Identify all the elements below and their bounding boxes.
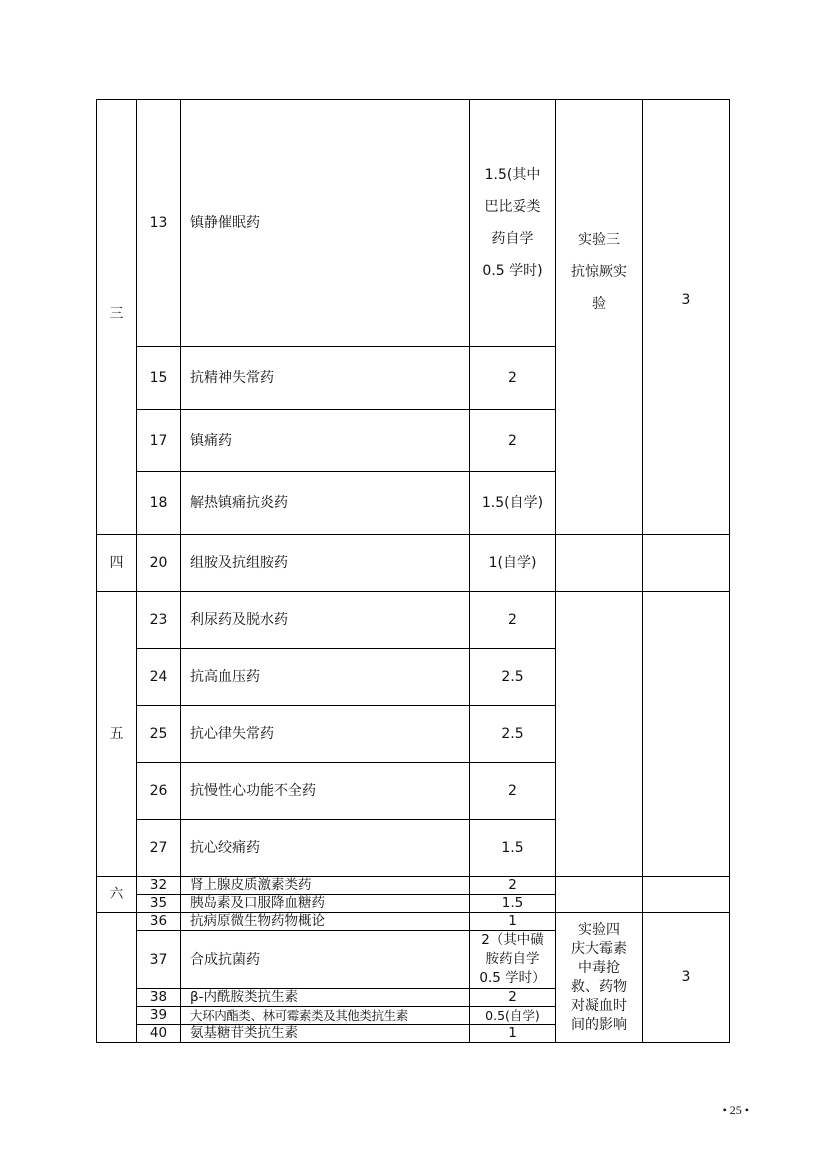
lesson-hours: 2.5 — [470, 706, 556, 763]
experiment-line: 实验三 — [578, 232, 620, 248]
lesson-number: 24 — [137, 649, 181, 706]
lesson-name: 大环内酯类、林可霉素类及其他类抗生素 — [181, 1007, 470, 1025]
lesson-name: 抗心律失常药 — [181, 706, 470, 763]
lesson-number: 27 — [137, 820, 181, 877]
lesson-number: 18 — [137, 472, 181, 535]
lesson-hours — [470, 100, 556, 347]
experiment-hours — [643, 877, 730, 913]
lesson-number: 26 — [137, 763, 181, 820]
lesson-name: 镇痛药 — [181, 409, 470, 472]
experiment-hours: 3 — [643, 913, 730, 1043]
lesson-name: 氨基糖苷类抗生素 — [181, 1025, 470, 1043]
lesson-name: 抗心绞痛药 — [181, 820, 470, 877]
experiment-line: 抗惊厥实 — [571, 264, 627, 280]
lesson-name: 抗精神失常药 — [181, 347, 470, 410]
chapter-cell: 四 — [97, 535, 137, 592]
lesson-name: 抗病原微生物药物概论 — [181, 913, 470, 931]
hours-line: 0.5 学时） — [479, 970, 546, 986]
lesson-name: β-内酰胺类抗生素 — [181, 989, 470, 1007]
experiment-cell — [556, 877, 643, 913]
lesson-number: 40 — [137, 1025, 181, 1043]
experiment-line: 庆大霉素 — [571, 940, 627, 957]
hours-line: 0.5 学时) — [482, 263, 543, 280]
table-row — [97, 592, 730, 649]
lesson-hours: 2 — [470, 592, 556, 649]
lesson-name: 镇静催眠药 — [181, 100, 470, 347]
lesson-hours: 1.5(自学) — [470, 472, 556, 535]
lesson-hours: 1.5 — [470, 895, 556, 913]
lesson-name: 抗慢性心功能不全药 — [181, 763, 470, 820]
lesson-name: 组胺及抗组胺药 — [181, 535, 470, 592]
lesson-name: 胰岛素及口服降血糖药 — [181, 895, 470, 913]
table-row — [97, 877, 730, 895]
experiment-cell — [556, 913, 643, 1043]
lesson-hours — [470, 931, 556, 989]
lesson-hours: 2 — [470, 347, 556, 410]
lesson-number: 25 — [137, 706, 181, 763]
chapter-cell: 五 — [97, 592, 137, 877]
lesson-hours: 2 — [470, 877, 556, 895]
lesson-number: 20 — [137, 535, 181, 592]
experiment-cell — [556, 100, 643, 535]
lesson-number: 23 — [137, 592, 181, 649]
lesson-hours: 1.5 — [470, 820, 556, 877]
table-row — [97, 913, 730, 931]
hours-line: 1.5(其中 — [484, 167, 541, 184]
lesson-name: 抗高血压药 — [181, 649, 470, 706]
experiment-cell — [556, 535, 643, 592]
schedule-table — [96, 99, 730, 1043]
hours-line: 2（其中磺 — [481, 932, 544, 948]
chapter-cell: 三 — [97, 100, 137, 535]
lesson-hours: 2 — [470, 409, 556, 472]
lesson-name: 合成抗菌药 — [181, 931, 470, 989]
lesson-number: 38 — [137, 989, 181, 1007]
experiment-line: 中毒抢 — [578, 959, 620, 976]
hours-line: 药自学 — [491, 231, 534, 248]
lesson-name: 肾上腺皮质激素类药 — [181, 877, 470, 895]
lesson-hours: 1 — [470, 913, 556, 931]
chapter-cell: 六 — [97, 877, 137, 913]
lesson-name: 利尿药及脱水药 — [181, 592, 470, 649]
experiment-line: 对凝血时 — [571, 997, 627, 1014]
experiment-hours: 3 — [643, 100, 730, 535]
lesson-hours: 2 — [470, 989, 556, 1007]
lesson-number: 36 — [137, 913, 181, 931]
table-row — [97, 100, 730, 347]
lesson-number: 35 — [137, 895, 181, 913]
lesson-hours: 0.5(自学) — [470, 1007, 556, 1025]
page-number: • 25 • — [722, 1103, 749, 1117]
experiment-line: 救、药物 — [571, 978, 627, 995]
hours-line: 胺药自学 — [485, 951, 540, 967]
lesson-hours: 1(自学) — [470, 535, 556, 592]
experiment-hours — [643, 535, 730, 592]
lesson-hours: 2 — [470, 763, 556, 820]
experiment-line: 实验四 — [578, 921, 620, 938]
lesson-name: 解热镇痛抗炎药 — [181, 472, 470, 535]
experiment-line: 间的影响 — [571, 1016, 627, 1033]
experiment-hours — [643, 592, 730, 877]
lesson-number: 17 — [137, 409, 181, 472]
lesson-hours: 1 — [470, 1025, 556, 1043]
lesson-number: 39 — [137, 1007, 181, 1025]
lesson-number: 32 — [137, 877, 181, 895]
table-row — [97, 535, 730, 592]
lesson-number: 15 — [137, 347, 181, 410]
lesson-hours: 2.5 — [470, 649, 556, 706]
lesson-number: 13 — [137, 100, 181, 347]
experiment-line: 验 — [592, 296, 606, 312]
chapter-cell — [97, 913, 137, 1043]
hours-line: 巴比妥类 — [484, 199, 541, 216]
experiment-cell — [556, 592, 643, 877]
lesson-number: 37 — [137, 931, 181, 989]
